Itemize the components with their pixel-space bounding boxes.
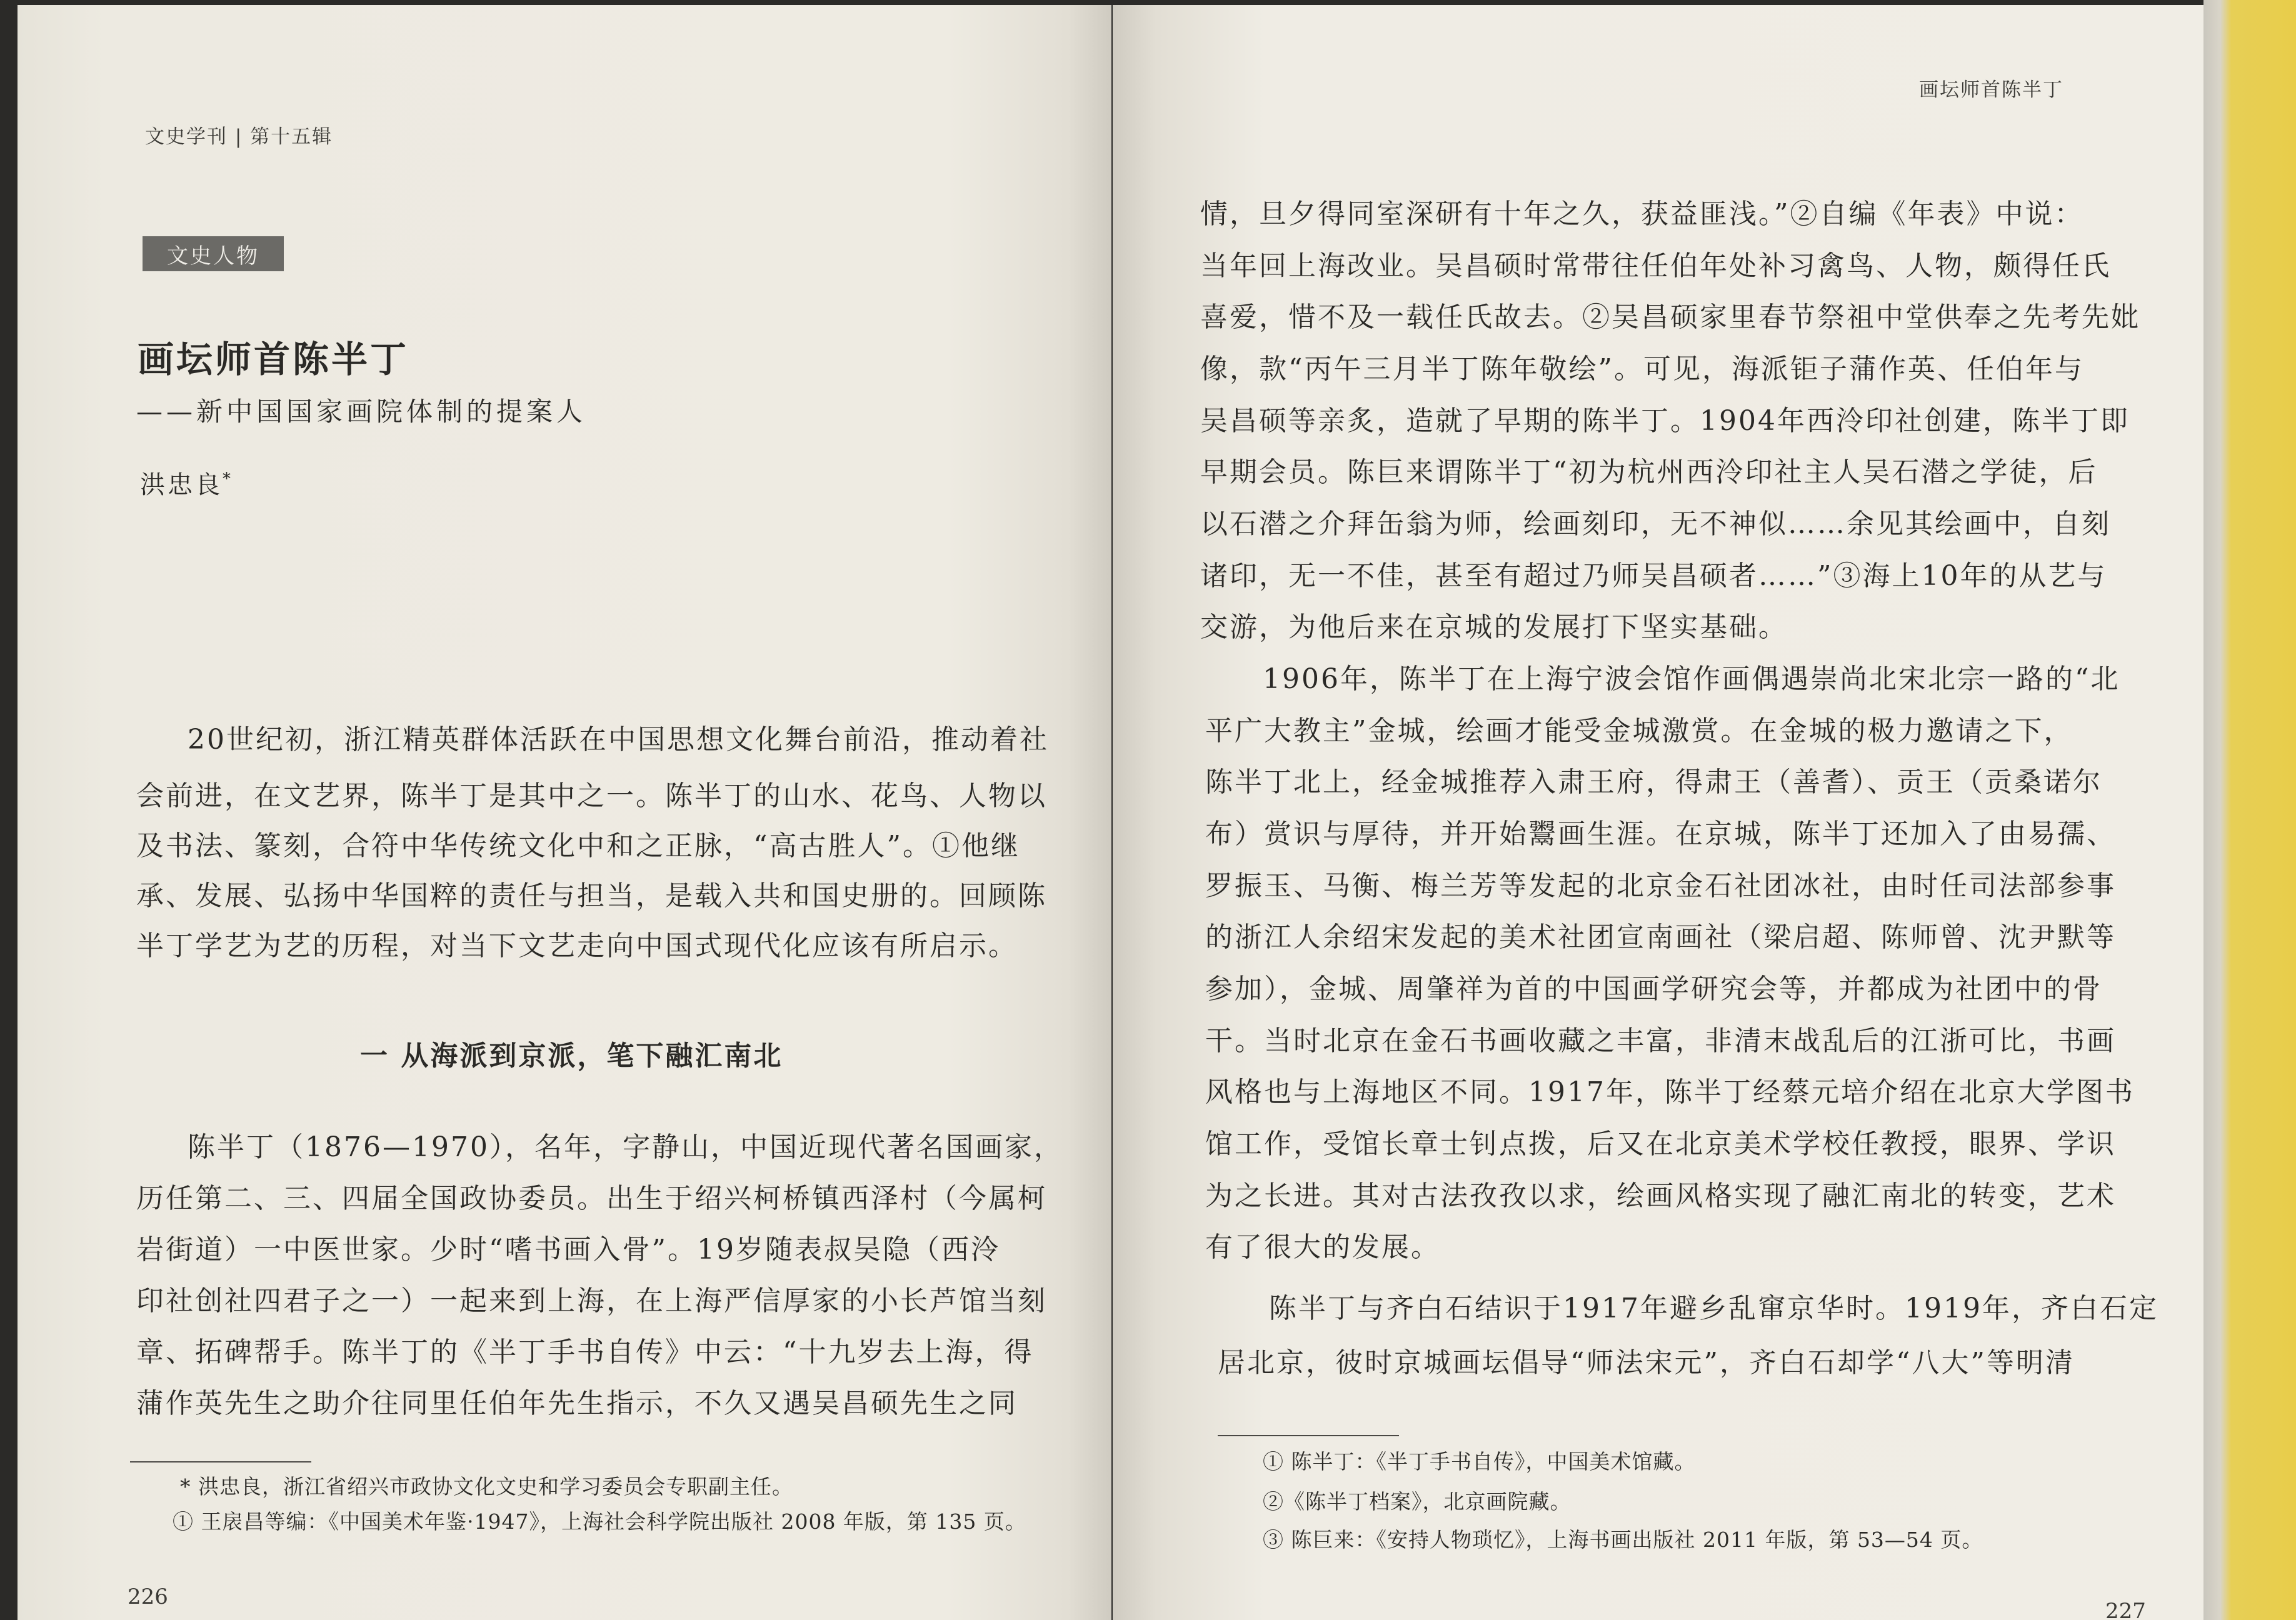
footnote: * 洪忠良，浙江省绍兴市政协文化文史和学习委员会专职副主任。	[180, 1474, 793, 1499]
footnote: ③ 陈巨来：《安持人物琐忆》，上海书画出版社 2011 年版，第 53—54 页。	[1263, 1528, 1983, 1552]
body-line: 像，款“丙午三月半丁陈年敬绘”。可见，海派钜子蒲作英、任伯年与	[1200, 353, 2084, 385]
page-number: 226	[128, 1584, 168, 1609]
body-line: 1906年，陈半丁在上海宁波会馆作画偶遇崇尚北宋北宗一路的“北	[1263, 663, 2120, 695]
body-line: 陈半丁北上，经金城推荐入肃王府，得肃王（善耆）、贡王（贡桑诺尔	[1205, 766, 2102, 798]
body-line: 为之长进。其对古法孜孜以求，绘画风格实现了融汇南北的转变，艺术	[1205, 1180, 2116, 1212]
book-edge	[2203, 0, 2296, 1620]
body-line: 章、拓碑帮手。陈半丁的《半丁手书自传》中云：“十九岁去上海，得	[136, 1336, 1034, 1368]
body-line: 的浙江人余绍宋发起的美术社团宣南画社（梁启超、陈师曾、沈尹默等	[1205, 921, 2116, 953]
body-line: 有了很大的发展。	[1205, 1231, 1440, 1263]
body-line: 承、发展、弘扬中华国粹的责任与担当，是载入共和国史册的。回顾陈	[136, 880, 1047, 912]
body-line: 干。当时北京在金石书画收藏之丰富，非清末战乱后的江浙可比，书画	[1205, 1025, 2116, 1057]
body-line: 会前进，在文艺界，陈半丁是其中之一。陈半丁的山水、花鸟、人物以	[136, 780, 1047, 812]
body-line: 早期会员。陈巨来谓陈半丁“初为杭州西泠印社主人吴石潜之学徒，后	[1200, 456, 2098, 488]
footnote: ① 陈半丁：《半丁手书自传》，中国美术馆藏。	[1263, 1449, 1696, 1474]
footnote-divider	[1218, 1435, 1399, 1436]
footnote: ②《陈半丁档案》，北京画院藏。	[1263, 1489, 1572, 1514]
body-line: 半丁学艺为艺的历程，对当下文艺走向中国式现代化应该有所启示。	[136, 930, 1018, 962]
article-title: 画坛师首陈半丁	[138, 338, 409, 381]
body-line: 情，旦夕得同室深研有十年之久，获益匪浅。”②自编《年表》中说：	[1200, 198, 2084, 230]
body-line: 陈半丁（1876—1970），名年，字静山，中国近现代著名国画家，	[188, 1131, 1063, 1163]
article-subtitle: ——新中国国家画院体制的提案人	[136, 396, 587, 427]
running-header: 文史学刊 | 第十五辑	[145, 126, 333, 148]
body-line: 蒲作英先生之助介往同里任伯年先生指示，不久又遇吴昌硕先生之同	[136, 1388, 1018, 1419]
section-heading: 一 从海派到京派，笔下融汇南北	[360, 1040, 783, 1072]
footnote-divider	[130, 1461, 311, 1462]
body-line: 吴昌硕等亲炙，造就了早期的陈半丁。1904年西泠印社创建，陈半丁即	[1200, 405, 2130, 437]
body-line: 布）赏识与厚待，并开始鬻画生涯。在京城，陈半丁还加入了由易孺、	[1205, 818, 2116, 850]
right-page	[1113, 5, 2203, 1620]
footnote: ① 王扆昌等编：《中国美术年鉴·1947》，上海社会科学院出版社 2008 年版，第 135 页。	[173, 1509, 1026, 1534]
body-line: 及书法、篆刻，合符中华传统文化中和之正脉，“高古胜人”。①他继	[136, 830, 1020, 862]
section-badge: 文史人物	[143, 236, 284, 271]
author	[140, 465, 233, 501]
body-line: 风格也与上海地区不同。1917年，陈半丁经蔡元培介绍在北京大学图书	[1205, 1076, 2135, 1108]
running-header: 画坛师首陈半丁	[1919, 79, 2063, 101]
body-line: 诸印，无一不佳，甚至有超过乃师吴昌硕者……”③海上10年的从艺与	[1200, 560, 2107, 592]
body-line: 参加），金城、周肇祥为首的中国画学研究会等，并都成为社团中的骨	[1205, 973, 2102, 1005]
body-line: 陈半丁与齐白石结识于1917年避乡乱窜京华时。1919年，齐白石定	[1269, 1292, 2158, 1324]
body-line: 以石潜之介拜缶翁为师，绘画刻印，无不神似……余见其绘画中，自刻	[1200, 508, 2111, 540]
body-line: 历任第二、三、四届全国政协委员。出生于绍兴柯桥镇西泽村（今属柯	[136, 1182, 1047, 1214]
body-line: 印社创社四君子之一）一起来到上海，在上海严信厚家的小长芦馆当刻	[136, 1285, 1047, 1317]
body-line: 喜爱，惜不及一载任氏故去。②吴昌硕家里春节祭祖中堂供奉之先考先妣	[1200, 301, 2140, 333]
body-line: 交游，为他后来在京城的发展打下坚实基础。	[1200, 611, 1788, 643]
body-line: 当年回上海改业。吴昌硕时常带往任伯年处补习禽鸟、人物，颇得任氏	[1200, 250, 2111, 282]
body-line: 平广大教主”金城，绘画才能受金城激赏。在金城的极力邀请之下，	[1205, 715, 2073, 747]
left-page	[18, 5, 1111, 1620]
body-line: 馆工作，受馆长章士钊点拨，后又在北京美术学校任教授，眼界、学识	[1205, 1128, 2116, 1160]
body-line: 20世纪初，浙江精英群体活跃在中国思想文化舞台前沿，推动着社	[188, 724, 1049, 756]
author-name: 洪忠良	[140, 471, 223, 499]
body-line: 居北京，彼时京城画坛倡导“师法宋元”，齐白石却学“八大”等明清	[1218, 1347, 2075, 1379]
body-line: 岩街道）一中医世家。少时“嗜书画入骨”。19岁随表叔吴隐（西泠	[136, 1234, 1000, 1266]
body-line: 罗振玉、马衡、梅兰芳等发起的北京金石社团冰社，由时任司法部参事	[1205, 870, 2116, 902]
page-number: 227	[2105, 1599, 2146, 1620]
author-footnote-mark: *	[223, 469, 233, 489]
